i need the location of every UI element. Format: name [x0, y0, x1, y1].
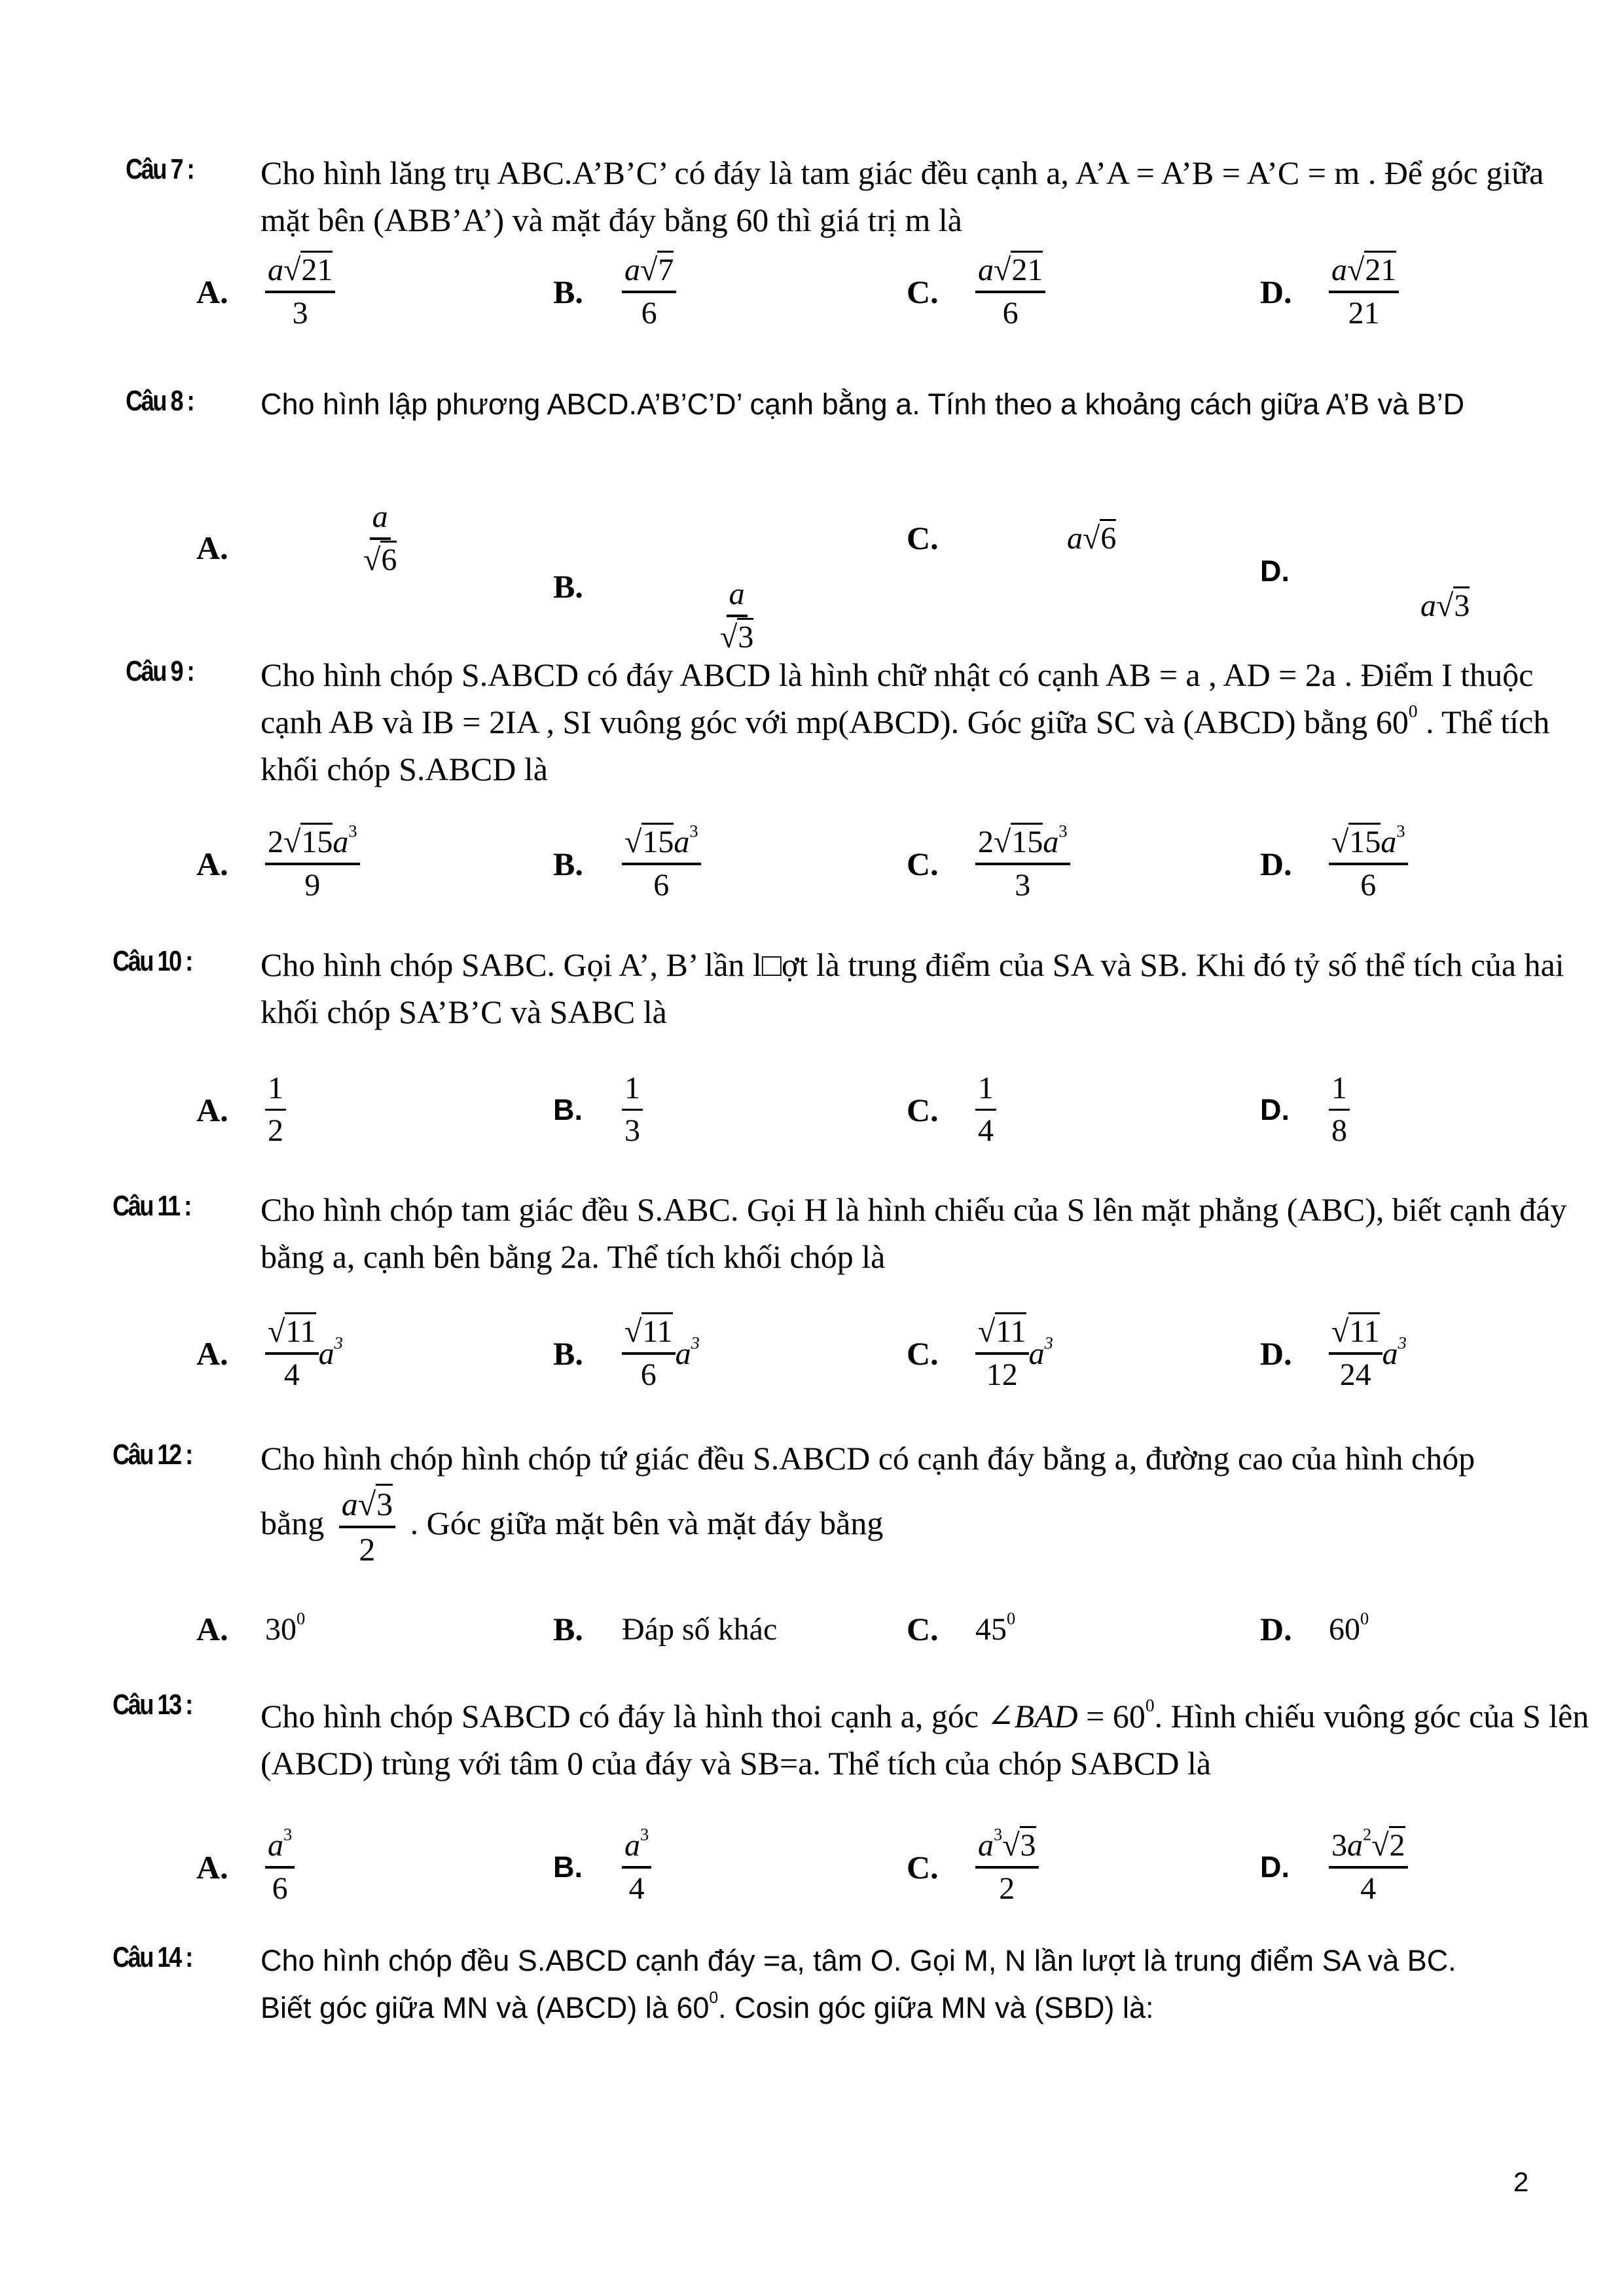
option-c[interactable]: C. $\frac{1}{4}$	[907, 1072, 996, 1148]
question-label: Câu 8 :	[126, 385, 194, 417]
fraction: $\frac{√11}{6}$	[622, 1316, 676, 1392]
fraction: $\frac{a√21}{21}$	[1329, 254, 1399, 331]
option-c[interactable]: C. $\frac{a√21}{6}$	[907, 254, 1045, 331]
fraction: $\frac{2√15a^3}{3}$	[975, 826, 1070, 903]
fraction: $\frac{2√15a^3}{9}$	[265, 826, 360, 903]
fraction: $\frac{√11}{4}$	[265, 1316, 319, 1392]
question-text: Cho hình chóp tam giác đều S.ABC. Gọi H là hình chiếu của S lên mặt phẳng (ABC), biết cạnh đáy bằng a, cạnh bên bằng 2a. Thể tích khối chóp là	[261, 1191, 1567, 1275]
option-c[interactable]: C. $\frac{a^3√3}{2}$	[907, 1829, 1039, 1906]
option-b[interactable]: B. $\frac{a√7}{6}$	[553, 254, 676, 331]
fraction: $\frac{1}{3}$	[622, 1072, 643, 1148]
fraction: $\frac{1}{4}$	[975, 1072, 996, 1148]
option-d[interactable]: D. $\frac{√15a^3}{6}$	[1260, 826, 1408, 903]
option-c[interactable]: C. $\frac{2√15a^3}{3}$	[907, 826, 1070, 903]
option-d[interactable]: D. $\frac{1}{8}$	[1260, 1072, 1350, 1148]
option-d[interactable]: D. $\frac{3a^2√2}{4}$	[1260, 1829, 1408, 1906]
fraction: $\frac{a√7}{6}$	[622, 254, 676, 331]
fraction: $\frac{1}{2}$	[265, 1072, 286, 1148]
math-value: a√3	[1420, 588, 1470, 624]
option-a[interactable]: A. $30^0$	[196, 1607, 306, 1647]
option-d[interactable]: D. $\frac{√11}{24}$ $a^3$	[1260, 1316, 1407, 1392]
math-value: $30^0$	[265, 1607, 306, 1647]
option-c[interactable]: C. $45^0$	[907, 1607, 1016, 1647]
question-text: Cho hình chóp SABC. Gọi A’, B’ lần l□ợt là trung điểm của SA và SB. Khi đó tỷ số thể tích của hai khối chóp SA’B’C và SABC là	[261, 946, 1564, 1030]
fraction: $\frac{a^3}{6}$	[265, 1829, 295, 1906]
option-a[interactable]: A. $\frac{1}{2}$	[196, 1072, 286, 1148]
question-text: Cho hình chóp đều S.ABCD cạnh đáy =a, tâm O. Gọi M, N lần lượt là trung điểm SA và BC. Biết góc giữa MN và (ABCD) là $60^0$. Cosin góc giữa MN và (SBD) là:	[261, 1944, 1456, 2024]
fraction: $\frac{3a^2√2}{4}$	[1329, 1829, 1408, 1906]
fraction: $\frac{a^3√3}{2}$	[975, 1829, 1039, 1906]
fraction: $\frac{a^3}{4}$	[622, 1829, 651, 1906]
fraction: $\frac{a√3}{2}$	[339, 1487, 395, 1566]
question-label: Câu 13 :	[113, 1689, 192, 1721]
math-value: $60^0$	[1329, 1607, 1369, 1647]
option-d[interactable]: D. a√3	[1260, 554, 1470, 623]
option-b[interactable]: B. $\frac{1}{3}$	[553, 1072, 643, 1148]
fraction: $\frac{a}{√6}$	[363, 499, 397, 578]
math-value: $45^0$	[975, 1607, 1016, 1647]
question-text: Cho hình chóp S.ABCD có đáy ABCD là hình chữ nhật có cạnh AB = a , AD = 2a . Điểm I thuộc cạnh AB và IB = 2IA , SI vuông góc với mp(ABCD). Góc giữa SC và (ABCD) bằng $60^0$ . Thể tích khối chóp S.ABCD là	[261, 656, 1550, 787]
fraction: $\frac{a}{√3}$	[720, 577, 754, 655]
question-label: Câu 12 :	[113, 1439, 192, 1471]
math-value: a√6	[1067, 520, 1116, 556]
question-label: Câu 11 :	[113, 1190, 190, 1222]
option-a[interactable]: A. $\frac{a√21}{3}$	[196, 254, 335, 331]
question-label: Câu 14 :	[113, 1941, 192, 1973]
question-text: Cho hình lăng trụ ABC.A’B’C’ có đáy là tam giác đều cạnh a, A’A = A’B = A’C = m . Để góc giữa mặt bên (ABB’A’) và mặt đáy bằng 60 thì giá trị m là	[261, 154, 1544, 238]
option-a[interactable]: A. $\frac{√11}{4}$ $a^3$	[196, 1316, 343, 1392]
option-d[interactable]: D. $\frac{a√21}{21}$	[1260, 254, 1399, 331]
page-number: 2	[1513, 2166, 1529, 2197]
option-c[interactable]: C. $\frac{√11}{12}$ $a^3$	[907, 1316, 1053, 1392]
fraction: $\frac{√15a^3}{6}$	[1329, 826, 1408, 903]
question-text: Cho hình chóp hình chóp tứ giác đều S.ABCD có cạnh đáy bằng a, đường cao của hình chóp bằng $\frac{a√3}{2}$ . Góc giữa mặt bên và mặt đáy bằng	[261, 1440, 1475, 1568]
question-label: Câu 9 :	[126, 655, 194, 687]
fraction: $\frac{√11}{12}$	[975, 1316, 1029, 1392]
fraction: $\frac{√15a^3}{6}$	[622, 826, 701, 903]
option-b[interactable]: B. $\frac{√11}{6}$ $a^3$	[553, 1316, 700, 1392]
question-text: Cho hình lập phương ABCD.A’B’C’D’ cạnh bằng a. Tính theo a khoảng cách giữa A’B và B’D	[261, 387, 1465, 421]
option-b[interactable]: B. $\frac{√15a^3}{6}$	[553, 826, 701, 903]
option-b[interactable]: B. Đáp số khác	[553, 1611, 778, 1647]
option-a[interactable]: A. $\frac{a}{√6}$	[196, 499, 397, 578]
option-b[interactable]: B. $\frac{a^3}{4}$	[553, 1829, 651, 1906]
fraction: $\frac{a√21}{6}$	[975, 254, 1045, 331]
option-a[interactable]: A. $\frac{a^3}{6}$	[196, 1829, 295, 1906]
fraction: $\frac{√11}{24}$	[1329, 1316, 1382, 1392]
fraction: $\frac{a√21}{3}$	[265, 254, 335, 331]
question-text: Cho hình chóp SABCD có đáy là hình thoi cạnh a, góc ∠BAD = $60^0$. Hình chiếu vuông góc của S lên (ABCD) trùng với tâm 0 của đáy và SB=a. Thể tích của chóp SABCD là	[261, 1695, 1589, 1782]
option-a[interactable]: A. $\frac{2√15a^3}{9}$	[196, 826, 360, 903]
fraction: $\frac{1}{8}$	[1329, 1072, 1350, 1148]
question-label: Câu 10 :	[113, 945, 192, 977]
option-c[interactable]: C. a√6	[907, 520, 1117, 556]
option-b[interactable]: B. $\frac{a}{√3}$	[553, 568, 754, 655]
option-d[interactable]: D. $60^0$	[1260, 1607, 1369, 1647]
question-label: Câu 7 :	[126, 153, 194, 185]
